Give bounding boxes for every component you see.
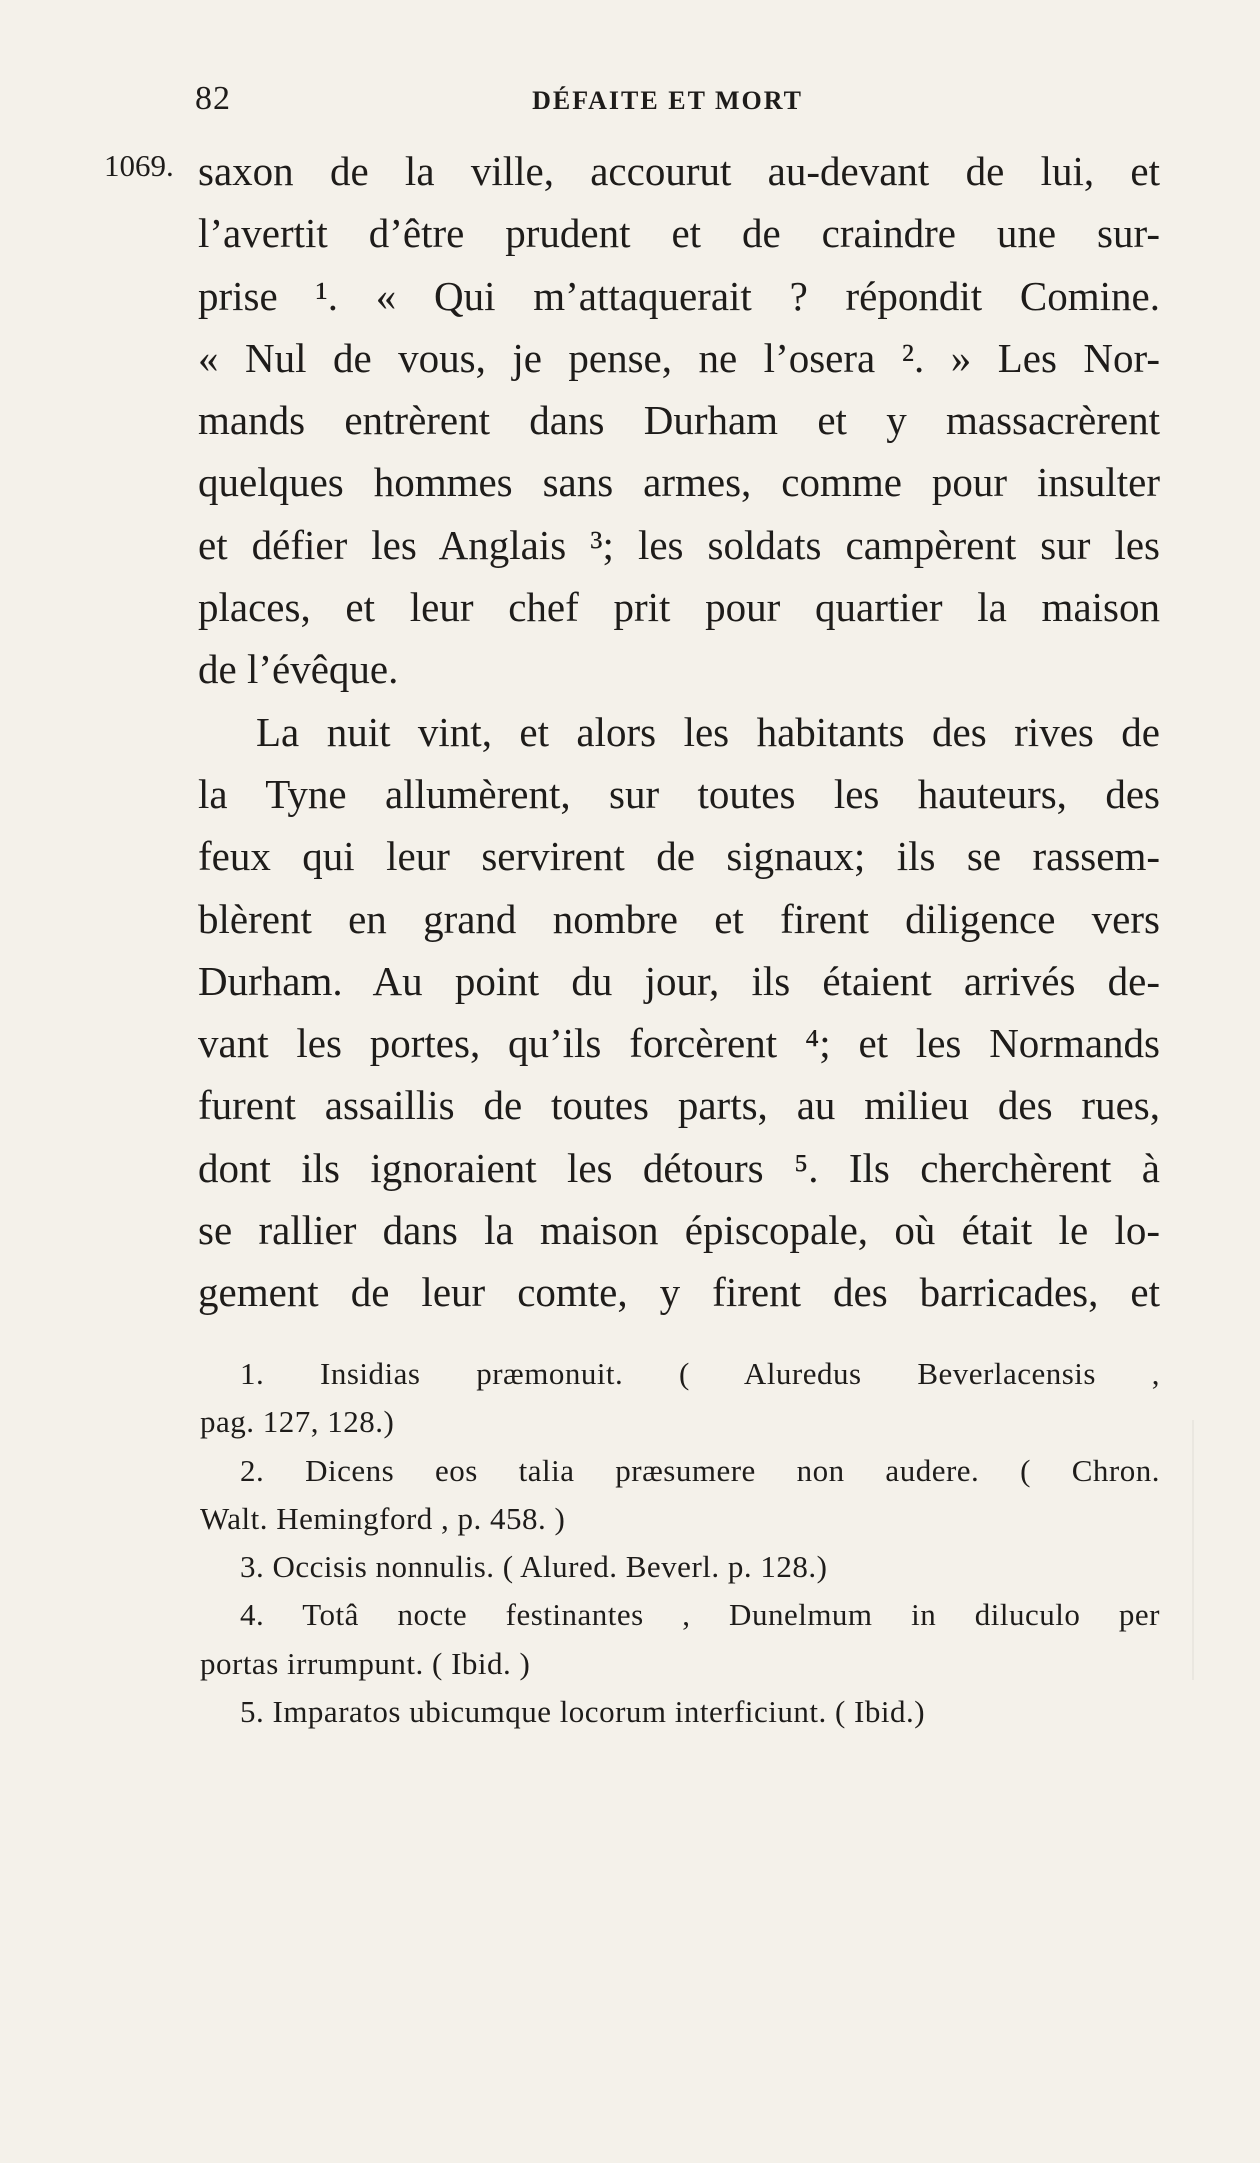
footnote-3: 3. Occisis nonnulis. ( Alured. Beverl. p. 128.) (240, 1549, 828, 1585)
text-line: Durham. Au point du jour, ils étaient arrivés de- (198, 957, 1160, 1004)
text-line: quelques hommes sans armes, comme pour insulter (198, 459, 1160, 506)
text-line: mands entrèrent dans Durham et y massacrèrent (198, 397, 1160, 444)
margin-year: 1069. (104, 148, 174, 183)
footnote-1: 1. Insidias præmonuit. ( Aluredus Beverlacensis , (240, 1356, 1160, 1391)
paragraph-start-line: La nuit vint, et alors les habitants des rives de (256, 708, 1160, 755)
footnote-4-cont: portas irrumpunt. ( Ibid. ) (200, 1645, 531, 1681)
text-line: et défier les Anglais ³; les soldats campèrent sur les (198, 521, 1160, 568)
footnote-2-cont: Walt. Hemingford , p. 458. ) (200, 1500, 566, 1536)
footnote-5: 5. Imparatos ubicumque locorum interficiunt. ( Ibid.) (240, 1694, 926, 1730)
page-crease (1192, 1420, 1194, 1680)
text-line: saxon de la ville, accourut au-devant de lui, et (198, 148, 1160, 194)
text-line: de l’évêque. (198, 646, 399, 693)
text-line: furent assaillis de toutes parts, au milieu des rues, (198, 1082, 1160, 1129)
text-line: la Tyne allumèrent, sur toutes les hauteurs, des (198, 770, 1160, 817)
text-line: prise ¹. « Qui m’attaquerait ? répondit Comine. (198, 272, 1160, 319)
running-title: DÉFAITE ET MORT (532, 86, 803, 115)
footnote-4: 4. Totâ nocte festinantes , Dunelmum in diluculo per (240, 1597, 1160, 1633)
text-line: places, et leur chef prit pour quartier la maison (198, 584, 1160, 631)
text-line: « Nul de vous, je pense, ne l’osera ². » Les Nor- (198, 334, 1160, 381)
body-text (198, 140, 1160, 1324)
text-line: se rallier dans la maison épiscopale, où était le lo- (198, 1207, 1160, 1254)
text-line: vant les portes, qu’ils forcèrent ⁴; et les Normands (198, 1020, 1160, 1067)
text-line: dont ils ignoraient les détours ⁵. Ils cherchèrent à (198, 1144, 1160, 1191)
text-line: blèrent en grand nombre et firent diligence vers (198, 895, 1160, 942)
text-line: feux qui leur servirent de signaux; ils se rassem- (198, 833, 1160, 880)
page-header (195, 80, 1140, 120)
footnote-2: 2. Dicens eos talia præsumere non audere. ( Chron. (240, 1452, 1160, 1488)
text-line: gement de leur comte, y firent des barricades, et (198, 1269, 1160, 1316)
footnotes (200, 1350, 1160, 1736)
page-number: 82 (195, 80, 231, 117)
footnote-1-cont: pag. 127, 128.) (200, 1404, 395, 1440)
text-line: l’avertit d’être prudent et de craindre une sur- (198, 210, 1160, 257)
